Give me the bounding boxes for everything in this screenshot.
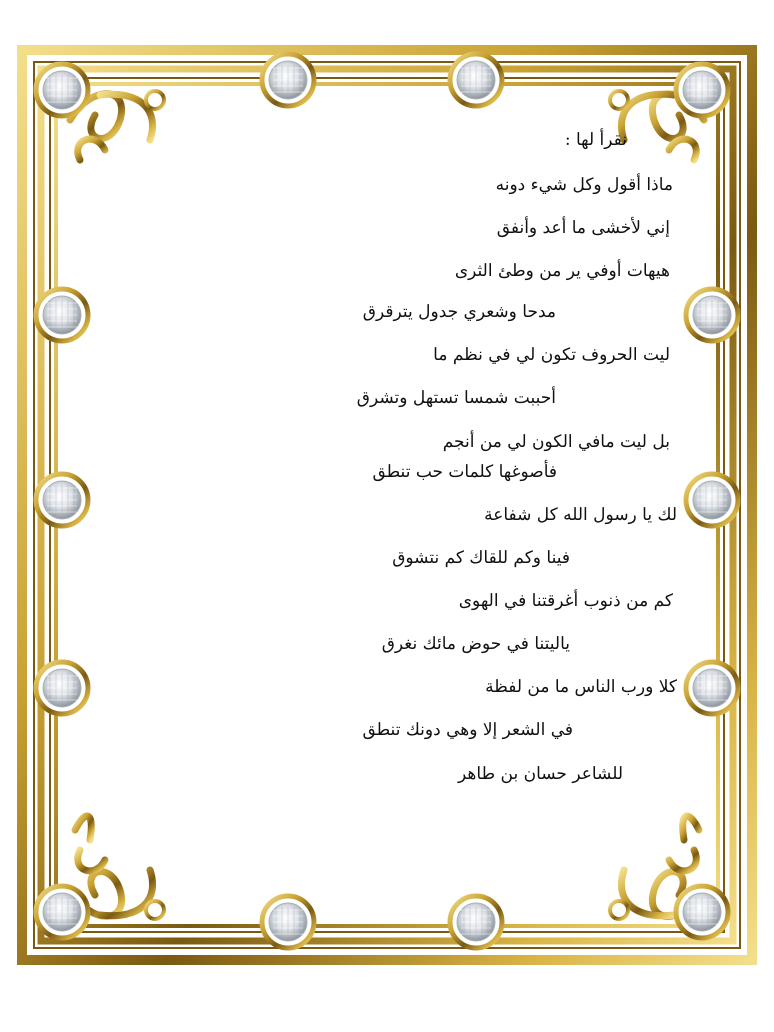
poem-intro: نقرأ لها : — [564, 130, 627, 150]
jewel-left-2 — [36, 474, 88, 526]
jewel-bottom-left — [36, 886, 88, 938]
poem-line-8: فأصوغها كلمات حب تنطق — [372, 462, 557, 482]
poem-line-4: مدحا وشعري جدول يترقرق — [362, 302, 556, 322]
jewel-top-right — [676, 64, 728, 116]
poem-line-12: ياليتنا في حوض مائك نغرق — [381, 634, 570, 654]
poem-line-7: بل ليت مافي الكون لي من أنجم — [442, 432, 670, 452]
poem-line-1: ماذا أقول وكل شيء دونه — [495, 175, 673, 195]
jewel-left-3 — [36, 662, 88, 714]
poem-line-11: كم من ذنوب أغرقتنا في الهوى — [458, 591, 673, 611]
jewel-top-1 — [262, 54, 314, 106]
jewel-right-3 — [686, 662, 738, 714]
jewel-bottom-right — [676, 886, 728, 938]
poem-line-3: هيهات أوفي ير من وطئ الثرى — [454, 261, 670, 281]
jewel-right-1 — [686, 289, 738, 341]
jewel-top-2 — [450, 54, 502, 106]
jewel-left-1 — [36, 289, 88, 341]
poem-line-13: كلا ورب الناس ما من لفظة — [485, 677, 677, 697]
poem-line-14: في الشعر إلا وهي دونك تنطق — [362, 720, 573, 740]
poem-line-6: أحببت شمسا تستهل وتشرق — [356, 388, 556, 408]
jewel-right-2 — [686, 474, 738, 526]
poem-credit: للشاعر حسان بن طاهر — [458, 764, 623, 784]
poem-line-2: إني لأخشى ما أعد وأنفق — [496, 218, 670, 238]
poem-line-5: ليت الحروف تكون لي في نظم ما — [433, 345, 670, 365]
jewel-bottom-1 — [262, 896, 314, 948]
poem-line-10: فينا وكم للقاك كم نتشوق — [392, 548, 570, 568]
jewel-top-left — [36, 64, 88, 116]
jewel-bottom-2 — [450, 896, 502, 948]
poem-line-9: لك يا رسول الله كل شفاعة — [484, 505, 677, 525]
